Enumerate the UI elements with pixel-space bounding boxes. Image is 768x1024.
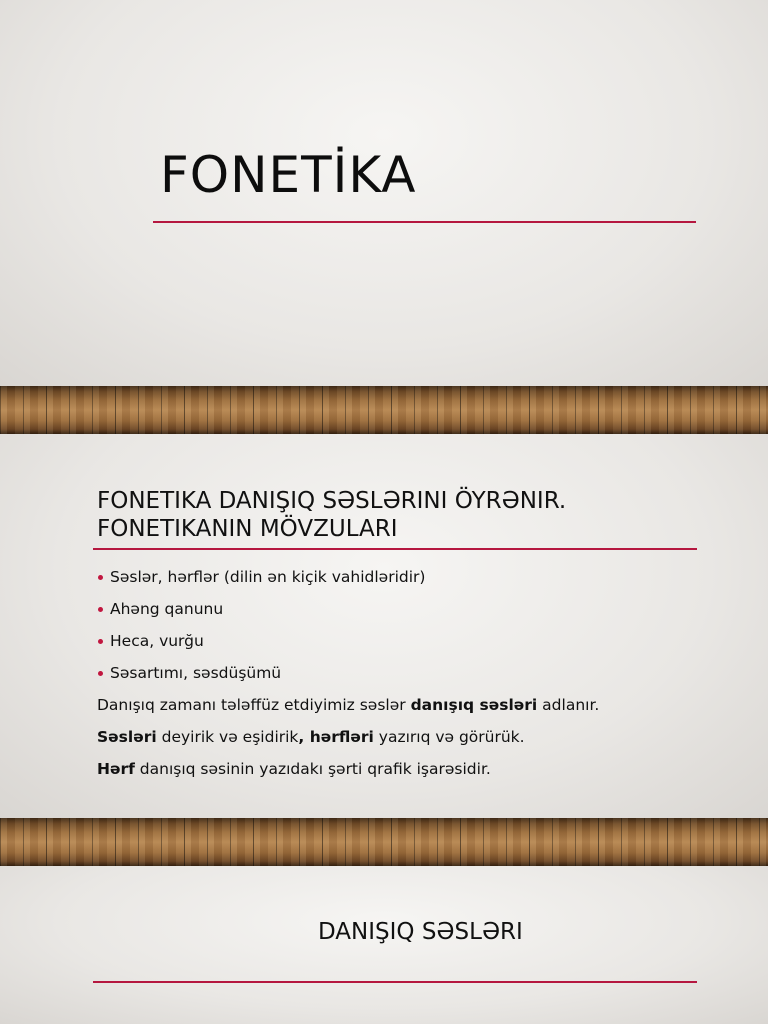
bold-text: , hərfləri: [298, 728, 374, 746]
bullet-item: Səsartımı, səsdüşümü: [97, 662, 717, 694]
wood-floor-divider: [0, 818, 768, 866]
text: Danışıq zamanı tələffüz etdiyimiz səslər: [97, 696, 411, 714]
slide-3: [0, 866, 768, 1024]
text: danışıq səsinin yazıdakı şərti qrafik işarəsidir.: [134, 760, 491, 778]
wood-floor-divider: [0, 386, 768, 434]
paragraph-3: [97, 758, 717, 790]
paragraph-2: [97, 726, 717, 758]
bold-text: danışıq səsləri: [410, 696, 538, 714]
slide-title-line-1: FONETIKA DANIŞIQ SƏSLƏRINI ÖYRƏNIR.: [97, 488, 567, 514]
text: adlanır.: [537, 696, 600, 714]
slide-2: [0, 434, 768, 818]
slide-body: [97, 566, 717, 790]
slide-1: [0, 0, 768, 386]
slide-title-line-2: FONETIKANIN MÖVZULARI: [97, 516, 398, 542]
bullet-item: Heca, vurğu: [97, 630, 717, 662]
text: yazırıq və görürük.: [373, 728, 525, 746]
title-underline: [93, 981, 697, 983]
bullet-item: Ahəng qanunu: [97, 598, 717, 630]
title-underline: [153, 221, 696, 223]
slide-title: DANIŞIQ SƏSLƏRI: [318, 919, 523, 945]
bold-text: Hərf: [97, 760, 135, 778]
slide-title: [97, 487, 566, 543]
text: deyirik və eşidirik: [156, 728, 299, 746]
bullet-item: Səslər, hərflər (dilin ən kiçik vahidləridir): [97, 566, 717, 598]
slide-title: FONETİKA: [160, 146, 417, 204]
title-underline: [93, 548, 697, 550]
bold-text: Səsləri: [97, 728, 157, 746]
paragraph-1: [97, 694, 717, 726]
